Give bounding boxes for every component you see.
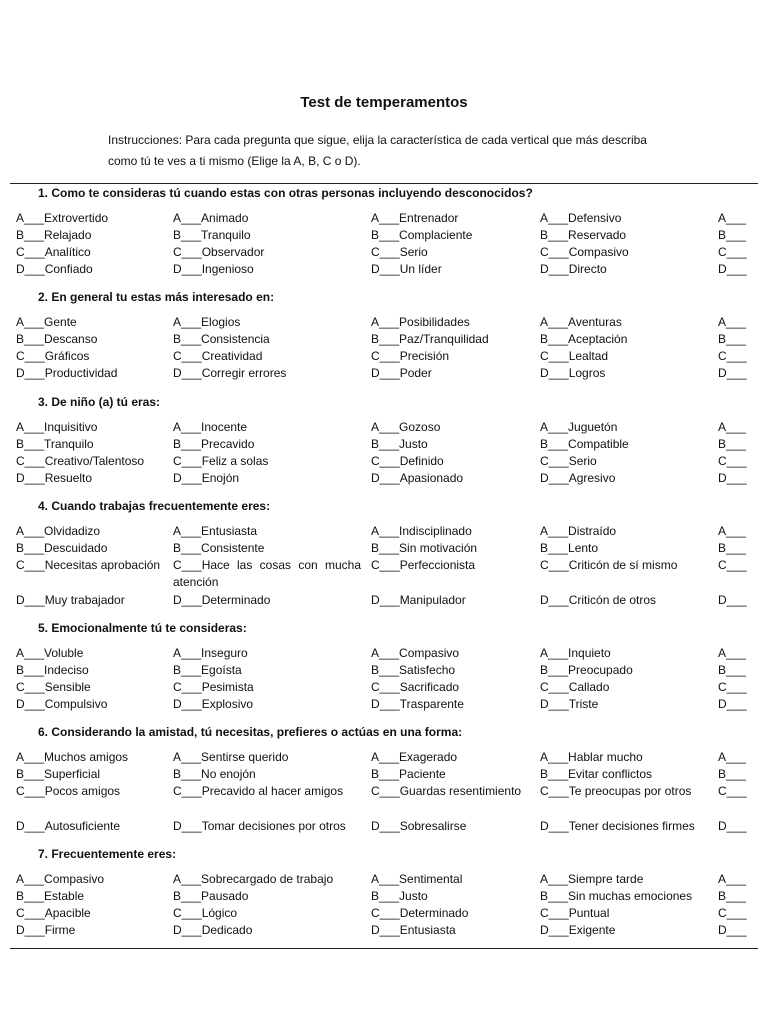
option-q6-col1-a[interactable]: A___Muchos amigos [16,750,129,764]
option-q6-col5-c[interactable]: C___ [718,784,747,798]
option-q5-col4-b[interactable]: B___Preocupado [540,663,633,677]
option-q7-col3-d[interactable]: D___Entusiasta [371,923,456,937]
option-q5-col1-d[interactable]: D___Compulsivo [16,697,108,711]
option-q6-col2-b[interactable]: B___No enojón [173,767,256,781]
option-q6-col2-d[interactable]: D___Tomar decisiones por otros [173,819,346,833]
option-q3-col3-b[interactable]: B___Justo [371,437,428,451]
option-q1-col1-b[interactable]: B___Relajado [16,228,92,242]
option-q2-col1-a[interactable]: A___Gente [16,315,77,329]
option-q4-col4-a[interactable]: A___Distraído [540,524,617,538]
option-q4-col2-a[interactable]: A___Entusiasta [173,524,258,538]
option-q1-col4-c[interactable]: C___Compasivo [540,245,629,259]
option-q4-col1-d[interactable]: D___Muy trabajador [16,593,125,607]
option-q7-col4-c[interactable]: C___Puntual [540,906,610,920]
question-heading: 7. Frecuentemente eres: [38,847,177,861]
option-q7-col5-c[interactable]: C___ [718,906,747,920]
option-q1-col4-b[interactable]: B___Reservado [540,228,627,242]
page-title: Test de temperamentos [300,94,468,111]
option-q7-col4-d[interactable]: D___Exigente [540,923,616,937]
option-q4-col1-b[interactable]: B___Descuidado [16,541,108,555]
option-q1-col5-a[interactable]: A___ [718,211,747,225]
option-q3-col5-b[interactable]: B___ [718,437,747,451]
option-q3-col4-a[interactable]: A___Juguetón [540,420,618,434]
option-q3-col3-c[interactable]: C___Definido [371,454,444,468]
option-q1-col3-b[interactable]: B___Complaciente [371,228,473,242]
option-q7-col4-a[interactable]: A___Siempre tarde [540,872,644,886]
option-q4-col3-b[interactable]: B___Sin motivación [371,541,478,555]
option-q2-col3-d[interactable]: D___Poder [371,366,432,380]
option-q1-col5-d[interactable]: D___ [718,262,747,276]
option-q3-col4-d[interactable]: D___Agresivo [540,471,616,485]
option-q2-col1-b[interactable]: B___Descanso [16,332,98,346]
option-q6-col4-b[interactable]: B___Evitar conflictos [540,767,653,781]
option-q5-col2-c[interactable]: C___Pesimista [173,680,254,694]
option-q6-col3-b[interactable]: B___Paciente [371,767,446,781]
option-q5-col1-a[interactable]: A___Voluble [16,646,84,660]
option-q6-col3-c[interactable]: C___Guardas resentimiento [371,784,522,798]
option-q5-col2-b[interactable]: B___Egoísta [173,663,242,677]
option-q5-col3-b[interactable]: B___Satisfecho [371,663,456,677]
option-q7-col3-a[interactable]: A___Sentimental [371,872,463,886]
option-q2-col4-d[interactable]: D___Logros [540,366,606,380]
option-q7-col5-a[interactable]: A___ [718,872,747,886]
option-q6-col5-d[interactable]: D___ [718,819,747,833]
bottom-divider [10,948,758,949]
option-q2-col2-b[interactable]: B___Consistencia [173,332,270,346]
question-heading: 3. De niño (a) tú eras: [38,395,161,409]
option-q5-col5-b[interactable]: B___ [718,663,747,677]
option-q5-col3-d[interactable]: D___Trasparente [371,697,464,711]
option-q7-col3-c[interactable]: C___Determinado [371,906,469,920]
option-q4-col1-c[interactable]: C___Necesitas aprobación [16,558,161,572]
option-q2-col5-b[interactable]: B___ [718,332,747,346]
option-q2-col5-a[interactable]: A___ [718,315,747,329]
option-q5-col2-a[interactable]: A___Inseguro [173,646,248,660]
option-q3-col5-d[interactable]: D___ [718,471,747,485]
option-q2-col3-a[interactable]: A___Posibilidades [371,315,470,329]
option-q6-col1-d[interactable]: D___Autosuficiente [16,819,121,833]
option-q5-col1-c[interactable]: C___Sensible [16,680,91,694]
option-q1-col2-b[interactable]: B___Tranquilo [173,228,251,242]
question-heading: 1. Como te consideras tú cuando estas con otras personas incluyendo desconocidos? [38,186,533,200]
option-q6-col2-c[interactable]: C___Precavido al hacer amigos [173,784,344,798]
option-q4-col3-a[interactable]: A___Indisciplinado [371,524,472,538]
option-q5-col5-d[interactable]: D___ [718,697,747,711]
option-q1-col2-c[interactable]: C___Observador [173,245,265,259]
option-q7-col2-d[interactable]: D___Dedicado [173,923,253,937]
option-q3-col3-d[interactable]: D___Apasionado [371,471,464,485]
option-q6-col1-c[interactable]: C___Pocos amigos [16,784,121,798]
option-q3-col1-d[interactable]: D___Resuelto [16,471,93,485]
option-q3-col5-c[interactable]: C___ [718,454,747,468]
option-q7-col1-d[interactable]: D___Firme [16,923,76,937]
option-q3-col4-c[interactable]: C___Serio [540,454,597,468]
option-q2-col4-a[interactable]: A___Aventuras [540,315,622,329]
option-q1-col3-c[interactable]: C___Serio [371,245,428,259]
option-q4-col5-c[interactable]: C___ [718,558,747,572]
option-q3-col2-d[interactable]: D___Enojón [173,471,240,485]
question-heading: 2. En general tu estas más interesado en: [38,290,275,304]
option-q7-col5-d[interactable]: D___ [718,923,747,937]
option-q3-col3-a[interactable]: A___Gozoso [371,420,441,434]
option-q1-col1-a[interactable]: A___Extrovertido [16,211,109,225]
option-q6-col5-a[interactable]: A___ [718,750,747,764]
option-q3-col5-a[interactable]: A___ [718,420,747,434]
option-q6-col4-d[interactable]: D___Tener decisiones firmes [540,819,695,833]
option-q2-col5-c[interactable]: C___ [718,349,747,363]
option-q6-col1-b[interactable]: B___Superficial [16,767,101,781]
option-q6-col4-c[interactable]: C___Te preocupas por otros [540,784,692,798]
option-q6-col3-d[interactable]: D___Sobresalirse [371,819,467,833]
option-q2-col2-a[interactable]: A___Elogios [173,315,241,329]
option-q4-col1-a[interactable]: A___Olvidadizo [16,524,101,538]
option-q3-col2-c[interactable]: C___Feliz a solas [173,454,269,468]
option-q6-col4-a[interactable]: A___Hablar mucho [540,750,643,764]
option-q2-col3-c[interactable]: C___Precisión [371,349,450,363]
option-q2-col2-c[interactable]: C___Creatividad [173,349,263,363]
option-q4-col2-b[interactable]: B___Consistente [173,541,265,555]
option-q2-col4-b[interactable]: B___Aceptación [540,332,628,346]
option-q5-col5-a[interactable]: A___ [718,646,747,660]
option-q3-col2-b[interactable]: B___Precavido [173,437,255,451]
option-q2-col3-b[interactable]: B___Paz/Tranquilidad [371,332,489,346]
option-q4-col3-c[interactable]: C___Perfeccionista [371,558,476,572]
option-q4-col4-c[interactable]: C___Criticón de sí mismo [540,558,678,572]
option-q7-col3-b[interactable]: B___Justo [371,889,428,903]
option-q3-col1-a[interactable]: A___Inquisitivo [16,420,98,434]
option-q7-col4-b[interactable]: B___Sin muchas emociones [540,889,693,903]
option-q4-col3-d[interactable]: D___Manipulador [371,593,466,607]
option-q4-col5-d[interactable]: D___ [718,593,747,607]
option-q4-col4-d[interactable]: D___Criticón de otros [540,593,657,607]
option-q4-col2-c[interactable]: C___Hace las cosas con mucha atención [173,558,361,589]
option-q1-col5-b[interactable]: B___ [718,228,747,242]
option-q1-col2-a[interactable]: A___Animado [173,211,249,225]
option-q7-col2-a[interactable]: A___Sobrecargado de trabajo [173,872,334,886]
option-q1-col3-d[interactable]: D___Un líder [371,262,442,276]
option-q7-col1-b[interactable]: B___Estable [16,889,85,903]
option-q2-col2-d[interactable]: D___Corregir errores [173,366,287,380]
option-q7-col1-c[interactable]: C___Apacible [16,906,91,920]
option-q6-col2-a[interactable]: A___Sentirse querido [173,750,289,764]
option-q7-col2-c[interactable]: C___Lógico [173,906,238,920]
option-q1-col4-a[interactable]: A___Defensivo [540,211,622,225]
question-heading: 6. Considerando la amistad, tú necesitas, prefieres o actúas en una forma: [38,725,463,739]
option-q2-col1-d[interactable]: D___Productividad [16,366,118,380]
option-q4-col5-a[interactable]: A___ [718,524,747,538]
option-q5-col4-a[interactable]: A___Inquieto [540,646,611,660]
option-q5-col4-c[interactable]: C___Callado [540,680,610,694]
option-q2-col5-d[interactable]: D___ [718,366,747,380]
option-q3-col2-a[interactable]: A___Inocente [173,420,248,434]
option-q4-col5-b[interactable]: B___ [718,541,747,555]
option-q3-col1-c[interactable]: C___Creativo/Talentoso [16,454,145,468]
option-q3-col1-b[interactable]: B___Tranquilo [16,437,94,451]
option-q7-col5-b[interactable]: B___ [718,889,747,903]
question-heading: 5. Emocionalmente tú te consideras: [38,621,247,635]
option-q1-col5-c[interactable]: C___ [718,245,747,259]
option-q4-col4-b[interactable]: B___Lento [540,541,599,555]
option-q2-col4-c[interactable]: C___Lealtad [540,349,609,363]
option-q1-col4-d[interactable]: D___Directo [540,262,607,276]
option-q5-col4-d[interactable]: D___Triste [540,697,599,711]
option-q5-col3-c[interactable]: C___Sacrificado [371,680,460,694]
question-heading: 4. Cuando trabajas frecuentemente eres: [38,499,271,513]
option-q1-col1-d[interactable]: D___Confiado [16,262,93,276]
option-q5-col2-d[interactable]: D___Explosivo [173,697,254,711]
option-q7-col2-b[interactable]: B___Pausado [173,889,249,903]
option-q1-col1-c[interactable]: C___Analítico [16,245,91,259]
option-q7-col1-a[interactable]: A___Compasivo [16,872,105,886]
option-q1-col2-d[interactable]: D___Ingenioso [173,262,254,276]
option-q6-col5-b[interactable]: B___ [718,767,747,781]
instructions: Instrucciones: Para cada pregunta que sigue, elija la característica de cada vertical que más describa como tú te ves a ti mismo (Elige la A, B, C o D). [108,133,647,168]
option-q5-col3-a[interactable]: A___Compasivo [371,646,460,660]
option-q1-col3-a[interactable]: A___Entrenador [371,211,459,225]
option-q4-col2-d[interactable]: D___Determinado [173,593,271,607]
option-q5-col1-b[interactable]: B___Indeciso [16,663,89,677]
option-q5-col5-c[interactable]: C___ [718,680,747,694]
option-q6-col3-a[interactable]: A___Exagerado [371,750,458,764]
option-q2-col1-c[interactable]: C___Gráficos [16,349,90,363]
top-divider [10,183,758,184]
option-q3-col4-b[interactable]: B___Compatible [540,437,629,451]
